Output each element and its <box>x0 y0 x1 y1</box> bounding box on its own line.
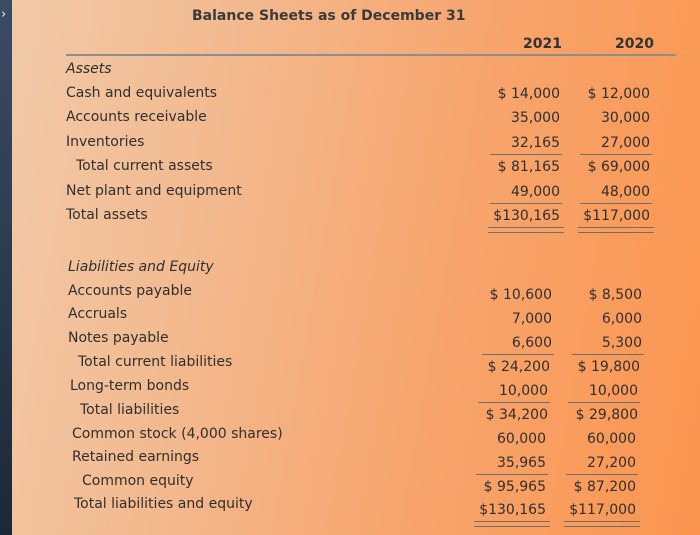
row-label-retained-earnings: Retained earnings <box>72 449 200 465</box>
underline-inventories-2020 <box>580 154 652 155</box>
cell-net-plant-2021: 49,000 <box>511 184 560 200</box>
underline-retained-earnings-2020 <box>566 474 638 475</box>
cell-total-current-liabilities-2020: $ 19,800 <box>577 359 640 375</box>
page-title: Balance Sheets as of December 31 <box>192 8 466 24</box>
cell-total-assets-2021: $130,165 <box>493 208 560 224</box>
cell-notes-payable-2020: 5,300 <box>601 335 642 351</box>
cell-cash-2020: $ 12,000 <box>587 86 650 102</box>
cell-total-current-assets-2020: $ 69,000 <box>587 159 650 175</box>
cell-accruals-2020: 6,000 <box>601 311 642 327</box>
cell-total-current-assets-2021: $ 81,165 <box>497 159 560 175</box>
double-underline-total-le-2021 <box>474 521 550 527</box>
double-underline-total-assets-2021 <box>488 227 564 233</box>
row-label-total-assets: Total assets <box>66 207 148 223</box>
left-edge-strip <box>0 0 12 535</box>
row-label-common-equity: Common equity <box>82 473 194 489</box>
row-label-total-liabilities: Total liabilities <box>80 402 180 418</box>
row-label-common-stock: Common stock (4,000 shares) <box>72 426 283 442</box>
underline-net-plant-2020 <box>580 203 652 204</box>
row-label-total-liabilities-equity: Total liabilities and equity <box>74 496 253 512</box>
double-underline-total-assets-2020 <box>578 227 654 233</box>
cell-accounts-payable-2020: $ 8,500 <box>588 287 642 303</box>
underline-retained-earnings-2021 <box>476 474 548 475</box>
row-label-inventories: Inventories <box>66 134 145 150</box>
cell-net-plant-2020: 48,000 <box>601 184 650 200</box>
underline-long-term-bonds-2020 <box>568 402 640 403</box>
underline-notes-payable-2020 <box>572 354 644 355</box>
cell-total-liabilities-equity-2020: $117,000 <box>569 502 636 518</box>
balance-sheet-page <box>12 0 700 535</box>
row-label-total-current-liabilities: Total current liabilities <box>78 354 233 370</box>
underline-net-plant-2021 <box>490 203 562 204</box>
underline-long-term-bonds-2021 <box>478 402 550 403</box>
cell-cash-2021: $ 14,000 <box>497 86 560 102</box>
double-underline-total-le-2020 <box>564 521 640 527</box>
row-label-accounts-payable: Accounts payable <box>68 283 192 299</box>
cell-accounts-receivable-2020: 30,000 <box>601 110 650 126</box>
cell-total-liabilities-2021: $ 34,200 <box>485 407 548 423</box>
column-header-2021: 2021 <box>523 36 562 52</box>
cell-total-current-liabilities-2021: $ 24,200 <box>487 359 550 375</box>
assets-heading: Assets <box>66 61 112 77</box>
cell-inventories-2020: 27,000 <box>601 135 650 151</box>
cell-accounts-receivable-2021: 35,000 <box>511 110 560 126</box>
cell-long-term-bonds-2021: 10,000 <box>499 383 548 399</box>
row-label-accounts-receivable: Accounts receivable <box>66 109 207 125</box>
underline-inventories-2021 <box>490 154 562 155</box>
header-rule <box>66 54 676 56</box>
cell-long-term-bonds-2020: 10,000 <box>589 383 638 399</box>
chevron-right-icon[interactable]: › <box>1 7 7 22</box>
cell-common-stock-2021: 60,000 <box>497 431 546 447</box>
column-header-2020: 2020 <box>615 36 654 52</box>
cell-accounts-payable-2021: $ 10,600 <box>489 287 552 303</box>
cell-total-liabilities-equity-2021: $130,165 <box>479 502 546 518</box>
row-label-cash: Cash and equivalents <box>66 85 218 101</box>
cell-retained-earnings-2021: 35,965 <box>497 455 546 471</box>
row-label-net-plant: Net plant and equipment <box>66 183 242 199</box>
cell-common-stock-2020: 60,000 <box>587 431 636 447</box>
liabilities-heading: Liabilities and Equity <box>68 259 214 275</box>
underline-notes-payable-2021 <box>482 354 554 355</box>
row-label-long-term-bonds: Long-term bonds <box>70 378 190 394</box>
row-label-notes-payable: Notes payable <box>68 330 169 346</box>
cell-retained-earnings-2020: 27,200 <box>587 455 636 471</box>
row-label-total-current-assets: Total current assets <box>76 158 213 174</box>
row-label-accruals: Accruals <box>68 306 128 322</box>
cell-notes-payable-2021: 6,600 <box>511 335 552 351</box>
cell-total-assets-2020: $117,000 <box>583 208 650 224</box>
cell-accruals-2021: 7,000 <box>511 311 552 327</box>
cell-inventories-2021: 32,165 <box>511 135 560 151</box>
cell-common-equity-2021: $ 95,965 <box>483 479 546 495</box>
cell-total-liabilities-2020: $ 29,800 <box>575 407 638 423</box>
cell-common-equity-2020: $ 87,200 <box>573 479 636 495</box>
